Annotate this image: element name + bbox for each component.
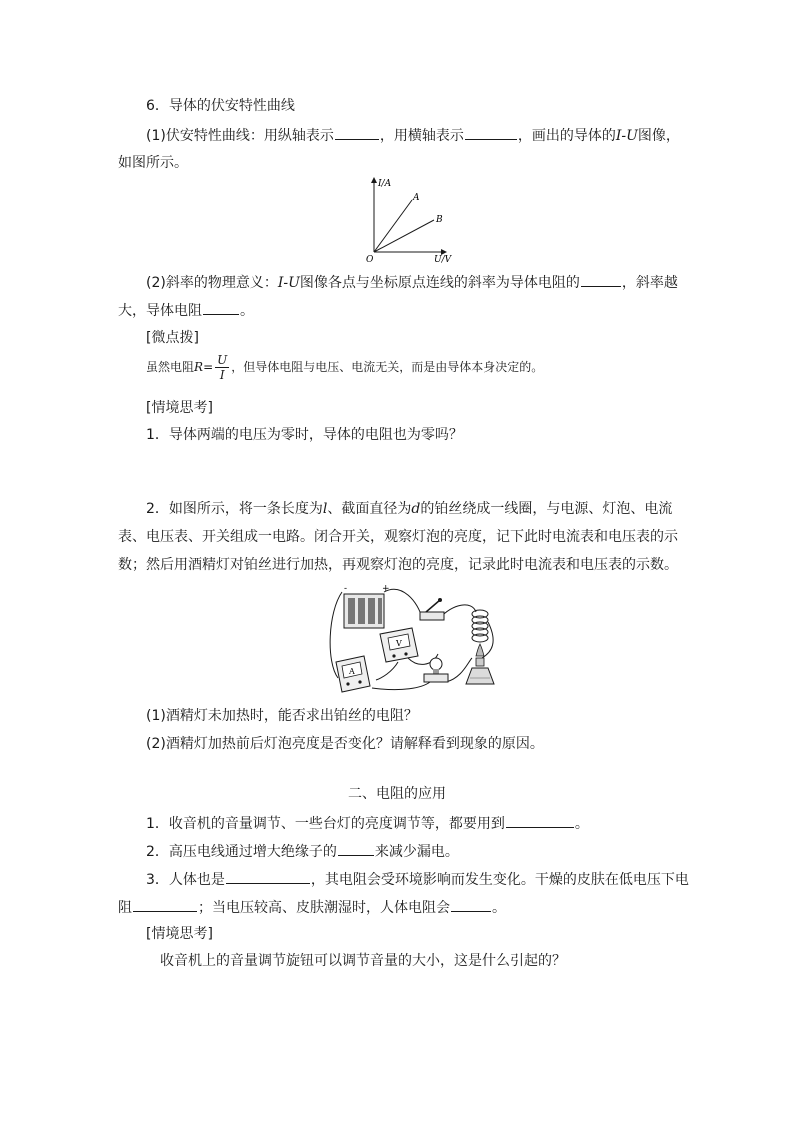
- blank-insulator: [338, 841, 374, 856]
- text-span: 2．如图所示，将一条长度为: [146, 501, 323, 517]
- d-symbol: d: [411, 501, 421, 517]
- text-span: 图像，: [637, 128, 680, 144]
- wire: [372, 682, 430, 690]
- r-symbol: R: [194, 360, 204, 374]
- application-line-4: [118, 897, 506, 918]
- text-span: ，用横轴表示: [379, 128, 464, 144]
- line-a-label: A: [413, 193, 420, 203]
- text-span: ；当电压较高、皮肤潮湿时，人体电阻会: [198, 900, 450, 916]
- numerator: U: [217, 353, 228, 367]
- wire: [440, 605, 476, 618]
- line-a: [374, 200, 412, 252]
- iu-symbol: I-U: [615, 128, 638, 144]
- paragraph-6-2-line-1: [146, 272, 678, 293]
- thinking-heading-1: [情境思考]: [146, 400, 213, 416]
- text-span: 3．人体也是: [146, 872, 225, 888]
- application-line-2: [146, 841, 459, 862]
- text-span: (1)伏安特性曲线：用纵轴表示: [146, 128, 334, 144]
- x-axis-label: U/V: [434, 255, 452, 264]
- text-span: 。: [574, 816, 589, 832]
- text-span: 阻: [118, 900, 132, 916]
- blank-large: [133, 897, 197, 912]
- text-span: 的铂丝绕成一线圈，与电源、灯泡、电流: [420, 501, 673, 517]
- line-b-label: B: [436, 215, 443, 225]
- y-axis-label: I/A: [378, 179, 392, 189]
- text-span: 图像各点与坐标原点连线的斜率为导体电阻的: [299, 275, 580, 291]
- question-2-line-2: 表、电压表、开关组成一电路。闭合开关，观察灯泡的亮度，记下此时电流表和电压表的示: [118, 529, 678, 545]
- l-symbol: l: [322, 501, 328, 517]
- text-span: (2)斜率的物理意义：: [146, 275, 278, 291]
- text-span: ，画出的导体的: [517, 128, 616, 144]
- ammeter: [336, 656, 370, 692]
- text-span: 、截面直径为: [327, 501, 412, 517]
- light-bulb: [424, 658, 448, 682]
- question-2-line-1: [146, 499, 672, 519]
- text-span: ，斜率越: [621, 275, 678, 291]
- knife-switch: [420, 598, 444, 620]
- tip-heading: [微点拨]: [146, 330, 199, 346]
- blank-conductor: [226, 869, 310, 884]
- text-span: 。: [492, 900, 506, 916]
- paragraph-6-2-line-2: [118, 300, 254, 321]
- wire: [376, 662, 398, 680]
- ammeter-label: A: [349, 667, 355, 676]
- paragraph-6-1-line-2: 如图所示。: [118, 155, 188, 171]
- text-span: ，其电阻会受环境影响而发生变化。干燥的皮肤在低电压下电: [310, 872, 689, 888]
- battery-pack: [344, 584, 390, 628]
- plus-terminal-label: +: [382, 584, 390, 594]
- blank-small: [451, 897, 491, 912]
- blank-rheostat: [506, 813, 574, 828]
- text-span: 2．高压电线通过增大绝缘子的: [146, 844, 337, 860]
- tip-text: [146, 352, 543, 382]
- text-span: 。: [240, 303, 254, 319]
- iu-graph: [360, 172, 470, 264]
- iu-symbol: I-U: [277, 275, 300, 291]
- paragraph-6-1-line-1: [146, 125, 680, 146]
- wire: [384, 589, 422, 618]
- blank-resistance: [203, 300, 239, 315]
- text-span: 虽然电阻: [146, 360, 195, 374]
- circuit-illustration: [322, 582, 518, 700]
- platinum-coil: [472, 610, 488, 642]
- subquestion-2: (2)酒精灯加热前后灯泡亮度是否变化？请解释看到现象的原因。: [146, 736, 544, 752]
- fraction-u-over-i: [215, 353, 229, 382]
- line-b: [374, 220, 434, 252]
- blank-reciprocal: [581, 272, 621, 287]
- text-span: 来减少漏电。: [374, 844, 459, 860]
- text-span: ，但导体电阻与电压、电流无关，而是由导体本身决定的。: [231, 360, 544, 374]
- question-1: 1．导体两端的电压为零时，导体的电阻也为零吗？: [146, 427, 463, 443]
- denominator: I: [219, 368, 225, 382]
- subquestion-1: (1)酒精灯未加热时，能否求出铂丝的电阻？: [146, 708, 418, 724]
- minus-terminal-label: -: [344, 584, 348, 594]
- question-2-line-3: 数；然后用酒精灯对铂丝进行加热，再观察灯泡的亮度，记录此时电流表和电压表的示数。: [118, 557, 678, 573]
- application-line-1: [146, 813, 589, 834]
- thinking-heading-2: [情境思考]: [146, 926, 213, 942]
- section-6-title: 6．导体的伏安特性曲线: [146, 98, 295, 114]
- text-span: 1．收音机的音量调节、一些台灯的亮度调节等，都要用到: [146, 816, 505, 832]
- blank-ordinate: [335, 125, 379, 140]
- blank-abscissa: [465, 125, 517, 140]
- application-line-3: [146, 869, 689, 890]
- section-2-title: 二、电阻的应用: [348, 786, 446, 802]
- text-span: 大，导体电阻: [118, 303, 202, 319]
- voltmeter: [380, 628, 418, 662]
- equals-sign: =: [203, 360, 214, 374]
- origin-label: O: [366, 255, 374, 264]
- thinking-question-volume: 收音机上的音量调节旋钮可以调节音量的大小，这是什么引起的？: [160, 953, 566, 969]
- voltmeter-label: V: [396, 639, 402, 648]
